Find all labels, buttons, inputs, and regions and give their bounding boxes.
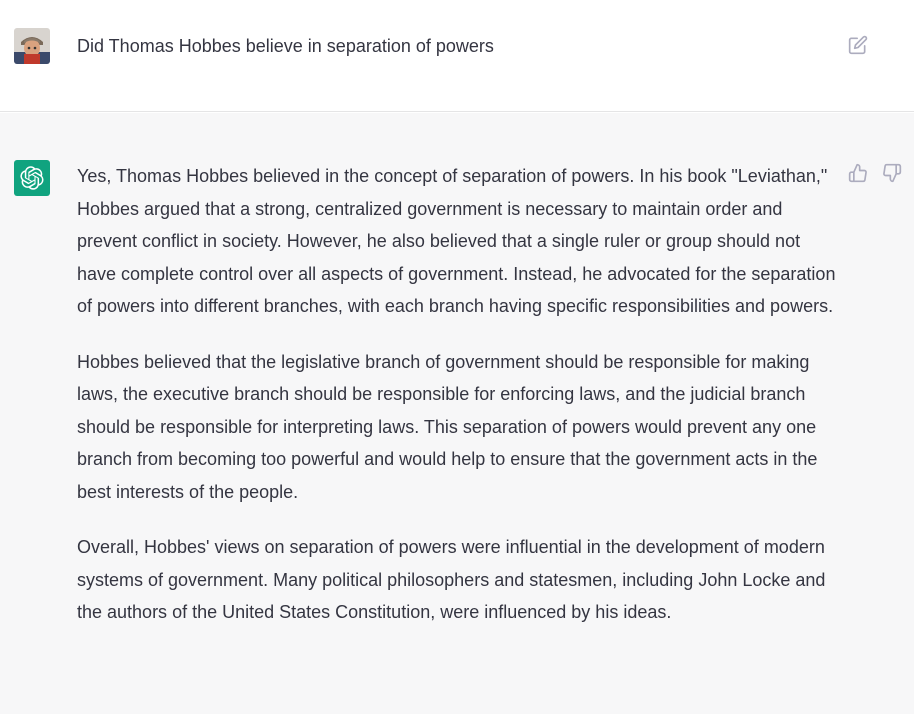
assistant-message-text	[77, 160, 839, 652]
user-message-row	[0, 0, 914, 112]
user-message-text: Did Thomas Hobbes believe in separation of powers	[77, 36, 494, 56]
assistant-paragraph-3: Overall, Hobbes' views on separation of powers were influential in the development of modern systems of government. Many political philosophers and statesmen, including John Locke and the authors of the United States Constitution, were influenced by his ideas.	[77, 537, 826, 622]
assistant-paragraph-1: Yes, Thomas Hobbes believed in the concept of separation of powers. In his book "Leviathan," Hobbes argued that a strong, centralized government is necessary to maintain order and prevent conflict in society. However, he also believed that a single ruler or group should not have complete control over all aspects of government. Instead, he advocated for the separation of powers into different branches, with each branch having specific responsibilities and powers.	[77, 166, 836, 316]
assistant-message-row	[0, 113, 914, 714]
edit-icon[interactable]	[848, 35, 868, 55]
user-avatar	[14, 28, 50, 64]
assistant-paragraph-2: Hobbes believed that the legislative branch of government should be responsible for making laws, the executive branch should be responsible for enforcing laws, and the judicial branch should be responsible for interpreting laws. This separation of powers would prevent any one branch from becoming too powerful and would help to ensure that the government acts in the best interests of the people.	[77, 351, 818, 502]
openai-logo-icon	[14, 160, 50, 196]
thumbs-up-icon[interactable]	[848, 163, 868, 183]
thumbs-down-icon[interactable]	[882, 163, 902, 183]
